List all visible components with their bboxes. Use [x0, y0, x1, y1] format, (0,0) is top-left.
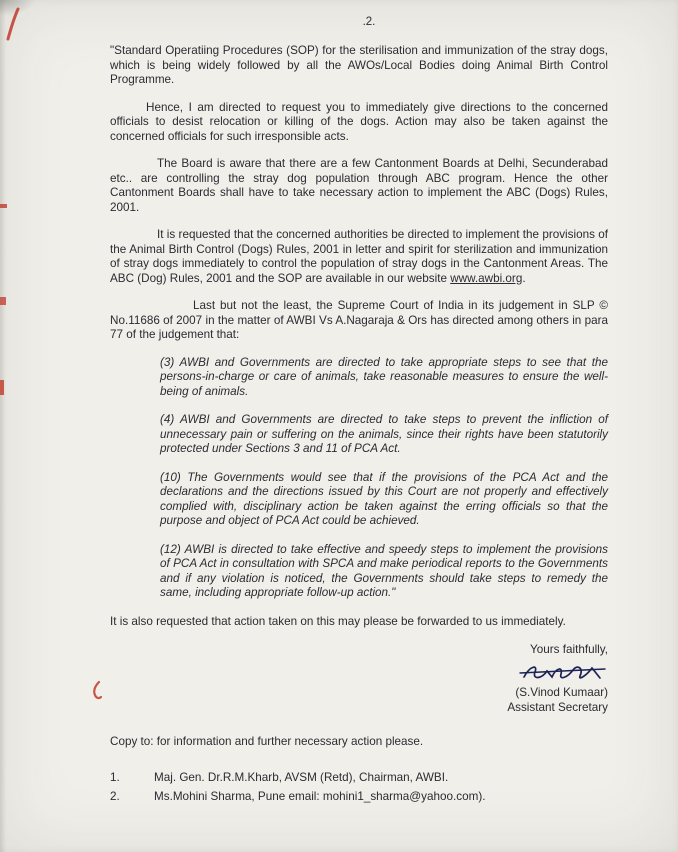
letter-body — [110, 16, 608, 807]
closing-designation: Assistant Secretary — [507, 701, 608, 714]
paragraph-requested-end: . — [522, 271, 526, 285]
list-item-number: 1. — [110, 771, 120, 784]
list-item-text: Maj. Gen. Dr.R.M.Kharb, AVSM (Retd), Chairman, AWBI. — [154, 771, 449, 784]
paragraph-supreme-court: Last but not the least, the Supreme Court of India in its judgement in SLP © No.11686 of 2007 in the matter of AWBI Vs A.Nagaraja & Ors has directed among others in para 77 of the judgement that: — [110, 299, 608, 341]
red-pen-mark — [88, 680, 104, 702]
red-scan-mark-top-left — [2, 6, 24, 42]
paragraph-requested — [110, 228, 608, 286]
scan-edge-shadow — [0, 0, 6, 852]
website-link[interactable]: www.awbi.org — [450, 271, 523, 285]
paragraph-requested-text: It is requested that the concerned authorities be directed to implement the provisions of the Animal Birth Control (Dogs) Rules, 2001 in letter and spirit for sterilization and immunization of stray dogs immediately to control the population of stray dogs in the Cantonment Areas. The ABC (Dog) Rules, 2001 and the SOP are available in our website — [110, 228, 608, 285]
paragraph-action-taken: It is also requested that action taken on this may please be forwarded to us immediately. — [110, 614, 566, 628]
list-item-number: 2. — [110, 789, 120, 803]
red-scan-mark-left-1 — [0, 204, 7, 208]
page-number: .2. — [362, 16, 376, 28]
judgement-quote-10: (10) The Governments would see that if the provisions of the PCA Act and the declarations and the directions issued by this Court are not properly and effectively complied with, disciplinary action be taken against the erring officials so that the purpose and object of PCA Act could be achieved. — [160, 470, 608, 527]
scan-smudge — [0, 0, 36, 16]
paragraph-board: The Board is aware that there are a few Cantonment Boards at Delhi, Secunderabad etc.. are controlling the stray dog population through ABC program. Hence the other Cantonment Boards shall have to take necessary action to implement the ABC (Dogs) Rules, 2001. — [110, 157, 608, 214]
signature — [110, 659, 608, 685]
list-item — [110, 770, 608, 786]
judgement-quote-12: (12) AWBI is directed to take effective and speedy steps to implement the provisions of PCA Act in consultation with SPCA and make periodical reports to the Governments and if any violation is noticed, the Governments should take steps to remedy the same, including appropriate follow-up action." — [160, 542, 608, 599]
paragraph-hence: Hence, I am directed to request you to immediately give directions to the concerned officials to desist relocation or killing of the dogs. Action may also be taken against the concerned officials for such irresponsible acts. — [110, 100, 608, 143]
copy-to-line: Copy to: for information and further necessary action please. — [110, 735, 424, 748]
closing-salutation: Yours faithfully, — [530, 643, 608, 656]
signature-scribble-icon — [516, 659, 608, 685]
red-scan-mark-left-3 — [0, 380, 4, 395]
copy-to-list — [110, 770, 608, 804]
closing-block — [110, 642, 608, 715]
list-item — [110, 789, 608, 805]
judgement-quote-3: (3) AWBI and Governments are directed to take appropriate steps to see that the persons-in-charge or care of animals, take reasonable measures to ensure the well-being of animals. — [160, 355, 608, 398]
closing-signatory: (S.Vinod Kumaar) — [515, 686, 608, 699]
red-scan-mark-left-2 — [0, 297, 6, 305]
list-item-text: Ms.Mohini Sharma, Pune email: mohini1_sharma@yahoo.com). — [154, 789, 486, 803]
paragraph-sop: "Standard Operatiing Procedures (SOP) for the sterilisation and immunization of the stray dogs, which is being widely followed by all the AWOs/Local Bodies doing Animal Birth Control Programme. — [110, 44, 608, 86]
judgement-quote-4: (4) AWBI and Governments are directed to take steps to prevent the infliction of unnecessary pain or suffering on the animals, since their rights have been statutorily protected under Sections 3 and 11 of PCA Act. — [160, 413, 608, 455]
